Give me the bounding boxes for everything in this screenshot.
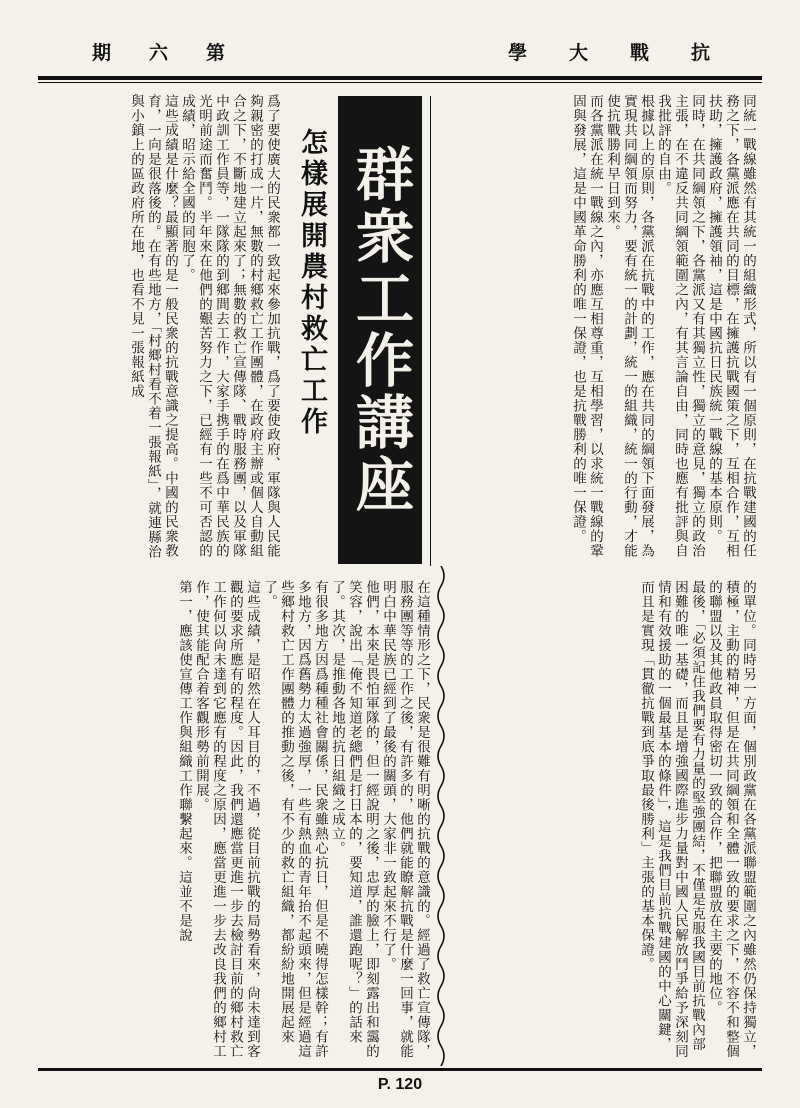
wavy-divider xyxy=(432,566,450,1066)
paragraph: 爲了要使廣大的民衆都一致起來參加抗戰，爲了要使政府、軍隊與人民能夠親密的打成一片，無數的村鄉救亡工作團體，在政府主辦或個人自動組合之下，不斷地建立起來了；無數的救亡宣傳隊、戰時服務團，以及軍隊中政訓工作員等，一隊隊的到鄉間去工作，大家手携手的在爲中華民族的光明前途而奮鬥。半年來在他們的艱苦努力之下，已經有一些不可否認的成績，昭示給全國的同胞了。 xyxy=(179,94,280,558)
article-bottom-left xyxy=(40,580,430,1060)
paragraph: 這些成績，是昭然在人耳目的，不過，從目前抗戰的局勢看來，尙未達到客觀的要求所應有的程度。因此，我們還應當更進一步去檢討目前的鄉村救亡工作何以尙未達到它應有的程度之原因，應當更進一步去改良我們的鄉村工作，使其能配合着客觀形勢前開展。 xyxy=(193,580,260,1059)
article-top-left xyxy=(40,94,280,564)
article-title: 群衆工作講座 xyxy=(338,96,422,564)
paragraph: 這些成績是什麼？最顯著的是一般民衆的抗戰意識之提高。中國的民衆教育，一向是很落後的。在有些地方，「村鄉村看不着一張報紙」，就連縣治與小鎮上的區政府所在地，也看不見一張報紙成 xyxy=(128,94,178,559)
paragraph: 有很多地方因爲種種社會關係，民衆雖熱心抗日，但是不曉得怎樣幹；有許多地方，因爲舊勢力太過強厚，一些有熱血的青年抬不起頭來，但是經過這些鄉村救亡工作團體的推動之後，有不少的救亡組織，都紛紛地開展起來了。 xyxy=(261,580,328,1059)
page-number: P. 120 xyxy=(377,1076,423,1093)
article-top-right xyxy=(438,94,756,564)
paragraph: 而各黨派在統一戰線之內，亦應互相尊重，互相學習，以求統一戰線的鞏固與發展，這是中國革命勝利的唯一保證，也是抗戰勝利的唯一保證。 xyxy=(570,94,603,558)
paragraph: 第一，應該使宣傳工作與組織工作聯繫起來。這並不是說 xyxy=(176,580,192,943)
article-subtitle: 怎樣展開農村救亡工作 xyxy=(296,128,327,438)
paragraph: 同時，在共同綱領之下，各黨派又有其獨立性，獨立的意見，獨立的政治主張，在不違反共同綱領範圍之內，有其言論自由，同時也應有批評與自我批評的自由。 xyxy=(655,94,705,558)
column-divider xyxy=(430,96,431,566)
header-issue: 期六第 xyxy=(92,42,264,64)
paragraph: 在這種情形之下，民衆是很難有明晰的抗戰的意識的。經過了救亡宣傳隊，服務團等等的工作之後，有許多的，他們就能瞭解抗戰是什麼一回事，就能明白中華民族已經到了最後的關頭，大家非一致起來不行了。 xyxy=(380,580,430,1059)
paragraph: 根據以上的原則，各黨派在抗戰中的工作，應在共同的綱領下面發展，為實現共同綱領而努力，要有統一的計劃，統一的組織，統一的行動，才能使抗戰勝利早日到來。 xyxy=(604,94,654,558)
paragraph: 同統一戰線雖然有其統一的組織形式，所以有一個原則，在抗戰建國的任務之下，各黨派應在共同的目標，在擁護抗戰國策之下，互相合作，互相扶助，擁護政府，擁護領袖，這是中國抗日民族統一戰線的基本原則。 xyxy=(706,94,756,558)
paragraph: 最後，「必須記住我們要有力量的堅強團結，不僅是克服我國目前抗戰內部困難的唯一基礎，而且是增強國際進步力量對中國人民解放鬥爭給予深刻同情和有效援助的一個最基本的條件」，這是我們目前抗戰建國的中心關鍵，而且是實現「貫徹抗戰到底爭取最後勝利」主張的基本保證。 xyxy=(638,580,705,1059)
paragraph: 他們，本來是畏怕軍隊的，但一經說明之後，忠厚的臉上，即刻露出和靄的笑容，說出「俺不知道老總們是打日本的，要知道，誰還跑呢？」的話來了。其次，是推動各地的抗日組織之成立。 xyxy=(329,580,379,1059)
header-journal: 學大戰抗 xyxy=(507,42,752,64)
top-rule xyxy=(38,76,762,80)
article-bottom-right xyxy=(452,580,756,1060)
paragraph: 的單位。同時另一方面，個別政黨在各黨派聯盟範圍之內雖然仍保持獨立，積極，主動的精神，但是在共同綱領和全體一致的要求之下，不容不和整個的聯盟以及其他政員取得密切一致的合作，把聯盟放在主要的地位。 xyxy=(706,580,756,1059)
bottom-rule xyxy=(38,1068,762,1071)
top-rule-thin xyxy=(38,82,762,83)
